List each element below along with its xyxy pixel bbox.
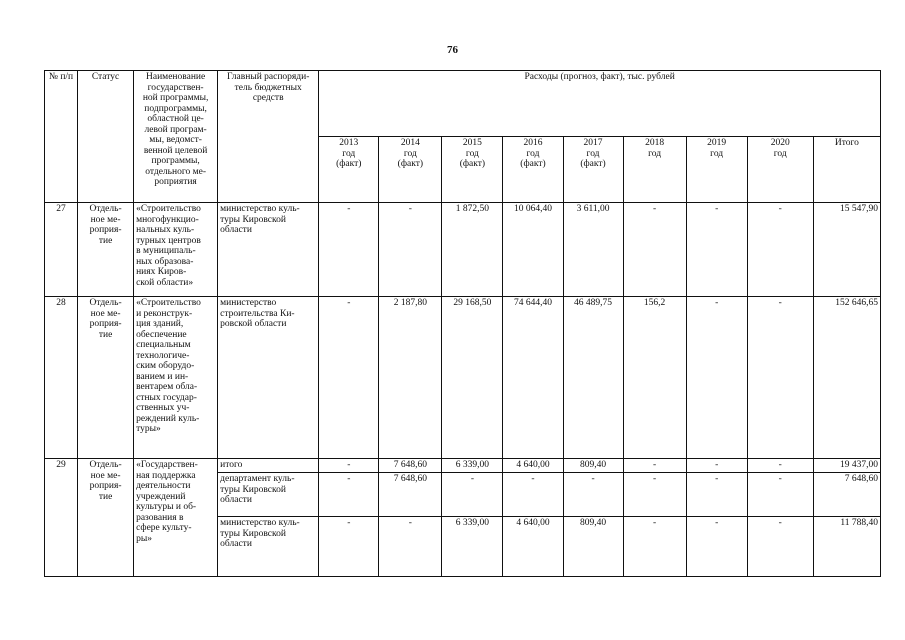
header-name-line: Наименование	[146, 72, 206, 82]
row-value: 6 339,00	[442, 459, 503, 473]
header-year-type: (факт)	[459, 159, 486, 169]
row-value: -	[623, 203, 686, 297]
row-value: -	[319, 459, 379, 473]
row-manager-line: области	[220, 495, 252, 505]
row-value: -	[379, 203, 442, 297]
row-value: 2 187,80	[379, 297, 442, 459]
row-value: 156,2	[623, 297, 686, 459]
row-name-line: ской области»	[136, 277, 194, 288]
row-value: 46 489,75	[563, 297, 623, 459]
row-value: 7 648,60	[813, 473, 880, 517]
row-name-line: «Строительство	[136, 204, 201, 214]
row-number: 29	[45, 459, 78, 577]
row-value: -	[747, 459, 813, 473]
header-manager-line: тель бюджетных	[234, 82, 302, 93]
row-name-line: ским оборудо-	[136, 361, 195, 371]
row-manager	[218, 203, 319, 297]
row-value: -	[747, 517, 813, 577]
row-name-line: ция зданий,	[136, 319, 184, 329]
row-name-line: сфере культу-	[136, 523, 192, 533]
row-value: 3 611,00	[563, 203, 623, 297]
header-year	[442, 137, 503, 203]
row-value: -	[686, 297, 747, 459]
row-value: 11 788,40	[813, 517, 880, 577]
header-year-type: (факт)	[397, 159, 424, 169]
row-value: -	[319, 297, 379, 459]
header-year-number: 2017	[583, 138, 603, 148]
row-name-line: ры»	[136, 533, 152, 544]
row-value: -	[623, 517, 686, 577]
header-name-line: программы,	[151, 156, 200, 166]
row-value: -	[686, 517, 747, 577]
row-manager	[218, 459, 319, 473]
row-manager-line: туры Кировской	[220, 528, 286, 539]
header-year-type: (факт)	[520, 159, 546, 169]
header-year	[623, 137, 686, 203]
row-value: 152 646,65	[813, 297, 880, 459]
row-name-line: ная поддержка	[136, 470, 196, 481]
row-name-line: туры»	[136, 424, 161, 434]
row-manager-line: ровской области	[220, 319, 287, 329]
row-manager-line: туры Кировской	[220, 484, 286, 495]
header-year-unit: год	[648, 148, 662, 159]
row-value: -	[442, 473, 503, 517]
header-year-unit: год	[773, 148, 787, 159]
row-value: -	[747, 473, 813, 517]
header-number: № п/п	[45, 71, 78, 203]
header-name-line: роприятия	[154, 177, 197, 187]
table-row	[45, 203, 881, 297]
header-name-line: ной программы,	[142, 93, 209, 103]
row-manager-line: министерство куль-	[220, 204, 300, 214]
row-value: 74 644,40	[503, 297, 563, 459]
header-name-line: отдельного ме-	[145, 166, 207, 177]
row-value: 7 648,60	[379, 473, 442, 517]
row-status	[78, 459, 134, 577]
header-year	[503, 137, 563, 203]
row-value: 7 648,60	[379, 459, 442, 473]
row-value: 4 640,00	[503, 459, 563, 473]
row-name-line: специальным	[136, 340, 191, 350]
row-status-line: ное ме-	[90, 470, 121, 481]
header-year-type: (факт)	[580, 159, 606, 169]
row-status-line: роприя-	[89, 319, 122, 329]
row-manager	[218, 297, 319, 459]
row-name-line: учреждений	[136, 491, 186, 502]
budget-table	[44, 70, 881, 577]
row-status-line: роприя-	[89, 481, 122, 491]
row-manager-line: области	[220, 225, 252, 235]
row-name-line: реждений куль-	[136, 413, 200, 424]
row-value: -	[319, 473, 379, 517]
row-status-line: ное ме-	[90, 308, 121, 319]
row-name-line: обеспечение	[136, 329, 187, 340]
row-value: -	[686, 203, 747, 297]
header-name-line: областной це-	[147, 114, 204, 124]
row-value: 4 640,00	[503, 517, 563, 577]
row-manager	[218, 517, 319, 577]
row-value: 1 872,50	[442, 203, 503, 297]
table-row	[45, 459, 881, 473]
table-row	[45, 297, 881, 459]
row-value: 15 547,90	[813, 203, 880, 297]
header-year-number: 2020	[770, 138, 790, 148]
row-value: -	[563, 473, 623, 517]
row-value: -	[503, 473, 563, 517]
header-expenses: Расходы (прогноз, факт), тыс. рублей	[319, 71, 881, 137]
header-name-line: левой програм-	[144, 124, 207, 135]
header-row	[45, 71, 881, 137]
row-name-line: вентарем обла-	[136, 382, 198, 392]
header-name-line: мы, ведомст-	[149, 135, 202, 145]
row-status	[78, 203, 134, 297]
row-value: 19 437,00	[813, 459, 880, 473]
header-name-line: государствен-	[147, 82, 204, 93]
row-value: -	[623, 459, 686, 473]
row-name-line: и реконструк-	[136, 308, 193, 319]
header-name-line: венной целевой	[143, 145, 208, 156]
header-year-unit: год	[586, 148, 600, 159]
header-year-number: 2014	[400, 138, 420, 148]
row-manager-line: министерство куль-	[220, 518, 300, 528]
header-year	[563, 137, 623, 203]
row-name-line: технологиче-	[136, 350, 190, 361]
row-name-line: ниях Киров-	[136, 267, 187, 277]
header-year-unit: год	[526, 148, 540, 159]
page-number: 76	[447, 44, 458, 56]
header-year	[686, 137, 747, 203]
row-value: 809,40	[563, 459, 623, 473]
row-name-line: стных государ-	[136, 392, 197, 403]
row-status-line: тие	[98, 491, 113, 502]
row-status-line: тие	[98, 235, 113, 246]
header-status: Статус	[78, 71, 134, 203]
header-name-line: подпрограммы,	[144, 103, 207, 114]
header-year-unit: год	[403, 148, 417, 159]
row-name-line: разования в	[136, 512, 184, 523]
row-status-line: тие	[98, 329, 113, 340]
row-name-line: деятельности	[136, 481, 191, 491]
header-year-type: (факт)	[336, 159, 362, 169]
row-value: 809,40	[563, 517, 623, 577]
row-number: 28	[45, 297, 78, 459]
row-value: 29 168,50	[442, 297, 503, 459]
row-manager-line: туры Кировской	[220, 214, 286, 225]
header-year-number: 2018	[645, 138, 665, 148]
row-value: -	[747, 297, 813, 459]
row-value: -	[686, 473, 747, 517]
row-name-line: ванием и ин-	[136, 371, 189, 382]
header-year-number: 2013	[339, 138, 359, 148]
header-manager-line: средств	[252, 93, 284, 103]
row-manager-line: итого	[220, 460, 243, 470]
row-status-line: Отдель-	[89, 204, 122, 214]
row-manager-line: строительства Ки-	[220, 308, 295, 319]
row-value: -	[623, 473, 686, 517]
row-name-line: ных образова-	[136, 256, 194, 267]
header-manager	[218, 71, 319, 203]
row-value: -	[319, 203, 379, 297]
row-value: -	[747, 203, 813, 297]
row-name-line: культуры и об-	[136, 502, 197, 512]
row-name-line: ственных уч-	[136, 403, 190, 413]
row-name	[134, 459, 218, 577]
row-value: -	[686, 459, 747, 473]
header-manager-line: Главный распоряди-	[227, 72, 310, 82]
row-name-line: турных центров	[136, 235, 201, 246]
row-value: 10 064,40	[503, 203, 563, 297]
row-manager-line: министерство	[220, 298, 277, 308]
row-status	[78, 297, 134, 459]
row-name	[134, 203, 218, 297]
header-year-unit: год	[342, 148, 356, 159]
header-year-unit: год	[465, 148, 479, 159]
row-manager-line: области	[220, 539, 252, 549]
header-year	[319, 137, 379, 203]
row-name-line: в муниципаль-	[136, 246, 196, 256]
header-year	[747, 137, 813, 203]
header-year-number: 2016	[523, 138, 543, 148]
row-manager-line: департамент куль-	[220, 474, 295, 484]
row-status-line: Отдель-	[89, 298, 122, 308]
row-value: 6 339,00	[442, 517, 503, 577]
row-name-line: многофункцио-	[136, 214, 199, 225]
row-name	[134, 297, 218, 459]
header-year	[379, 137, 442, 203]
row-status-line: роприя-	[89, 225, 122, 235]
header-year-number: 2015	[462, 138, 482, 148]
header-year-number: 2019	[707, 138, 727, 148]
row-status-line: Отдель-	[89, 460, 122, 470]
header-year-unit: год	[710, 148, 724, 159]
row-name-line: «Государствен-	[136, 460, 198, 470]
row-value: -	[319, 517, 379, 577]
row-name-line: нальных куль-	[136, 225, 195, 235]
row-number: 27	[45, 203, 78, 297]
row-manager	[218, 473, 319, 517]
row-value: -	[379, 517, 442, 577]
row-status-line: ное ме-	[90, 214, 121, 225]
header-total: Итого	[813, 137, 880, 203]
header-name	[134, 71, 218, 203]
row-name-line: «Строительство	[136, 298, 201, 308]
